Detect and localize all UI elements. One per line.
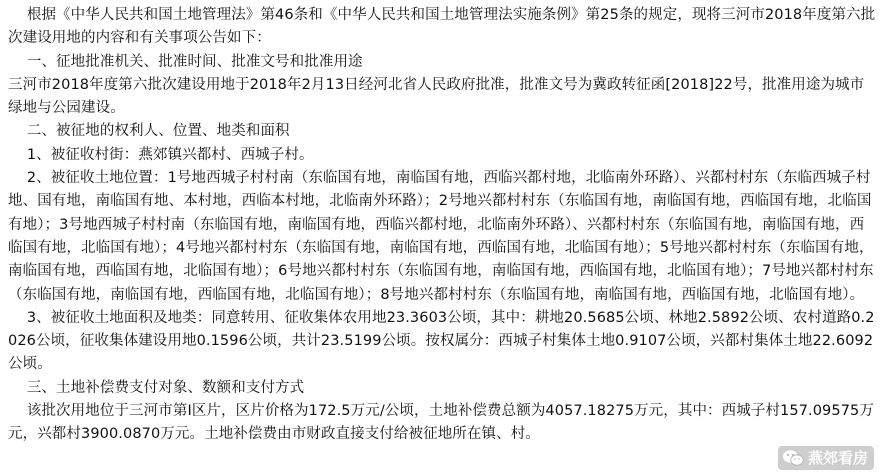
section-one-heading: 一、征地批准机关、批准时间、批准文号和批准用途 bbox=[8, 53, 363, 70]
wechat-icon bbox=[782, 449, 804, 467]
area-paragraph: 3、被征收土地面积及地类：同意转用、征收集体农用地23.3603公顷，其中：耕地20.5685公顷、林地2.5892公顷、农村道路0.2026公顷，征收集体建设用地0.1596公顷，共计23.5199公顷。按权属分：西城子村集体土地0.9107公顷，兴都村集体土地22.6092公顷。 bbox=[8, 309, 875, 373]
approval-paragraph: 三河市2018年度第六批次建设用地于2018年2月13日经河北省人民政府批准，批准文号为冀政转征函[2018]22号，批准用途为城市绿地与公园建设。 bbox=[8, 76, 865, 117]
location-paragraph: 2、被征收土地位置：1号地西城子村村南（东临国有地，南临国有地，西临兴都村地，北临南外环路）、兴都村村东（东临西城子村地、国有地，南临国有地、本村地，西临本村地，北临南外环路）；2号地兴都村村东（东临国有地，南临国有地，西临国有地，北临国有地）；3号地西城子村村南（东临国有地，南临国有地，西临兴都村地，北临南外环路）、兴都村村东（东临国有地，南临国有地，西临国有地，北临国有地）；4号地兴都村村东（东临国有地，南临国有地，西临国有地，北临国有地）；5号地兴都村村东（东临国有地，南临国有地，西临国有地，北临国有地）；6号地兴都村村东（东临国有地，南临国有地，西临国有地，北临国有地）；7号地兴都村村东（东临国有地，南临国有地，西临国有地，北临国有地）；8号地兴都村村东（东临国有地，南临国有地，西临国有地，北临国有地）。 bbox=[8, 170, 874, 303]
watermark-text: 燕郊看房 bbox=[807, 449, 868, 467]
intro-paragraph: 根据《中华人民共和国土地管理法》第46条和《中华人民共和国土地管理法实施条例》第25条的规定，现将三河市2018年度第六批次建设用地的内容和有关事项公告如下： bbox=[8, 7, 876, 47]
section-three-heading: 三、土地补偿费支付对象、数额和支付方式 bbox=[8, 379, 305, 396]
compensation-paragraph: 该批次用地位于三河市第Ⅰ区片，区片价格为172.5万元/公顷，土地补偿费总额为4057.18275万元，其中：西城子村157.09575万元，兴都村3900.0870万元。土地补偿费由市财政直接支付给被征地所在镇、村。 bbox=[8, 403, 874, 443]
villages-paragraph: 1、被征收村街：燕郊镇兴都村、西城子村。 bbox=[8, 146, 314, 163]
source-watermark bbox=[778, 446, 874, 470]
section-two-heading: 二、被征地的权利人、位置、地类和面积 bbox=[8, 123, 290, 140]
